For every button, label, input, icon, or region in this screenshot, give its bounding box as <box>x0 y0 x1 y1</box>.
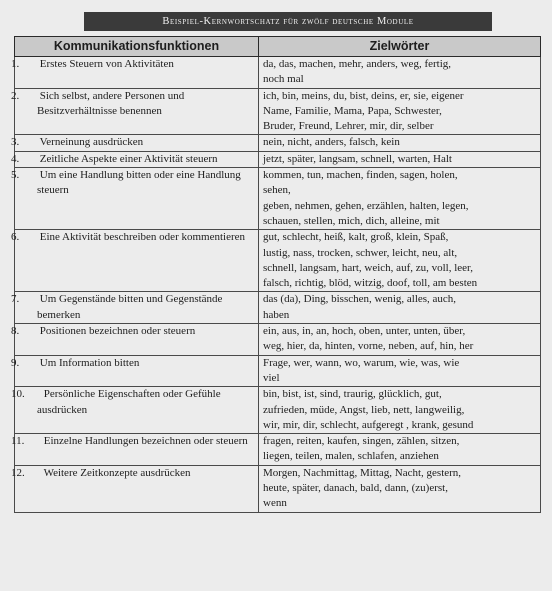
row-number: 3. <box>11 136 20 149</box>
words-line: Name, Familie, Mama, Papa, Schwester, <box>263 104 442 117</box>
words-line: ein, aus, in, an, hoch, oben, unter, unten, über, <box>263 325 466 338</box>
function-text: Sich selbst, andere Personen und Besitzverhältnisse benennen <box>37 89 185 117</box>
words-cell <box>259 292 541 324</box>
words-line: weg, hier, da, hinten, vorne, neben, auf, hin, her <box>263 340 474 353</box>
function-cell <box>11 168 259 230</box>
words-cell <box>259 324 541 356</box>
function-cell <box>11 292 259 324</box>
words-cell <box>259 387 541 434</box>
words-line: kommen, tun, machen, finden, sagen, holen, <box>263 169 458 182</box>
function-cell <box>11 57 259 89</box>
function-text: Eine Aktivität beschreiben oder kommentieren <box>39 231 246 244</box>
function-cell <box>11 324 259 356</box>
row-number: 7. <box>11 293 20 306</box>
words-line: falsch, richtig, blöd, witzig, doof, toll, am besten <box>263 277 478 290</box>
words-line: wir, mir, dir, schlecht, aufgeregt , krank, gesund <box>263 418 474 431</box>
words-line: liegen, teilen, malen, schlafen, anziehen <box>263 450 439 463</box>
function-cell <box>11 230 259 292</box>
row-number: 2. <box>11 89 20 102</box>
table-row <box>15 57 541 89</box>
words-line: bin, bist, ist, sind, traurig, glücklich, gut, <box>263 388 442 401</box>
function-text: Weitere Zeitkonzepte ausdrücken <box>43 466 191 479</box>
function-text: Persönliche Eigenschaften oder Gefühle ausdrücken <box>37 388 221 416</box>
words-line: nein, nicht, anders, falsch, kein <box>263 136 400 149</box>
function-text: Erstes Steuern von Aktivitäten <box>39 58 174 70</box>
words-line: geben, nehmen, gehen, erzählen, halten, legen, <box>263 199 469 212</box>
table-row <box>15 88 541 135</box>
words-line: zufrieden, müde, Angst, lieb, nett, langweilig, <box>263 403 465 416</box>
words-line: das (da), Ding, bisschen, wenig, alles, auch, <box>263 293 457 306</box>
table-row <box>15 324 541 356</box>
vocabulary-table-container <box>11 36 540 513</box>
words-line: Bruder, Freund, Lehrer, mir, dir, selber <box>263 120 434 133</box>
function-cell <box>11 135 259 151</box>
table-row <box>15 168 541 230</box>
row-number: 11. <box>11 435 25 448</box>
words-line: Frage, wer, wann, wo, warum, wie, was, wie <box>263 356 460 369</box>
words-line: Morgen, Nachmittag, Mittag, Nacht, gestern, <box>263 466 462 479</box>
column-header-words: Zielwörter <box>259 37 541 57</box>
function-cell <box>11 434 259 466</box>
words-line: schauen, stellen, mich, dich, alleine, mit <box>263 214 440 227</box>
words-cell <box>259 57 541 89</box>
words-line: jetzt, später, langsam, schnell, warten, Halt <box>263 152 452 165</box>
function-text: Um Gegenstände bitten und Gegenstände bemerken <box>37 293 223 321</box>
function-text: Um eine Handlung bitten oder eine Handlung steuern <box>37 169 241 197</box>
words-line: wenn <box>263 497 287 510</box>
table-row <box>15 355 541 387</box>
words-cell <box>259 355 541 387</box>
vocabulary-table <box>11 36 541 513</box>
table-row <box>15 292 541 324</box>
function-text: Einzelne Handlungen bezeichnen oder steuern <box>43 435 248 448</box>
words-cell <box>259 88 541 135</box>
words-line: gut, schlecht, heiß, kalt, groß, klein, Spaß, <box>263 231 449 244</box>
function-cell <box>11 355 259 387</box>
words-cell <box>259 168 541 230</box>
row-number: 5. <box>11 169 20 182</box>
table-row <box>15 387 541 434</box>
function-text: Um Information bitten <box>39 356 140 369</box>
words-line: ich, bin, meins, du, bist, deins, er, sie, eigener <box>263 89 464 102</box>
words-line: da, das, machen, mehr, anders, weg, fertig, <box>263 58 452 70</box>
words-line: schnell, langsam, hart, weich, auf, zu, voll, leer, <box>263 261 474 274</box>
table-row <box>15 135 541 151</box>
row-number: 9. <box>11 356 20 369</box>
words-line: viel <box>263 371 280 384</box>
table-header-row <box>15 37 541 57</box>
table-row <box>15 230 541 292</box>
row-number: 4. <box>11 152 20 165</box>
row-number: 8. <box>11 325 20 338</box>
function-text: Verneinung ausdrücken <box>39 136 144 149</box>
words-line: fragen, reiten, kaufen, singen, zählen, sitzen, <box>263 435 460 448</box>
words-line: haben <box>263 308 290 321</box>
words-cell <box>259 135 541 151</box>
page-banner: Beispiel-Kernwortschatz für zwölf deutsche Module <box>84 12 492 31</box>
table-row <box>15 465 541 512</box>
function-text: Zeitliche Aspekte einer Aktivität steuern <box>39 152 218 165</box>
words-cell <box>259 465 541 512</box>
words-cell <box>259 434 541 466</box>
column-header-functions: Kommunikationsfunktionen <box>15 37 259 57</box>
function-text: Positionen bezeichnen oder steuern <box>39 325 196 338</box>
row-number: 12. <box>11 466 25 479</box>
words-line: lustig, nass, trocken, schwer, leicht, neu, alt, <box>263 246 458 259</box>
function-cell <box>11 465 259 512</box>
words-cell <box>259 230 541 292</box>
function-cell <box>11 151 259 167</box>
function-cell <box>11 88 259 135</box>
table-row <box>15 151 541 167</box>
row-number: 10. <box>11 388 25 401</box>
function-cell <box>11 387 259 434</box>
row-number: 6. <box>11 231 20 244</box>
words-line: heute, später, danach, bald, dann, (zu)erst, <box>263 482 448 495</box>
words-line: sehen, <box>263 184 291 197</box>
table-row <box>15 434 541 466</box>
words-line: noch mal <box>263 73 304 86</box>
words-cell <box>259 151 541 167</box>
row-number: 1. <box>11 58 20 70</box>
